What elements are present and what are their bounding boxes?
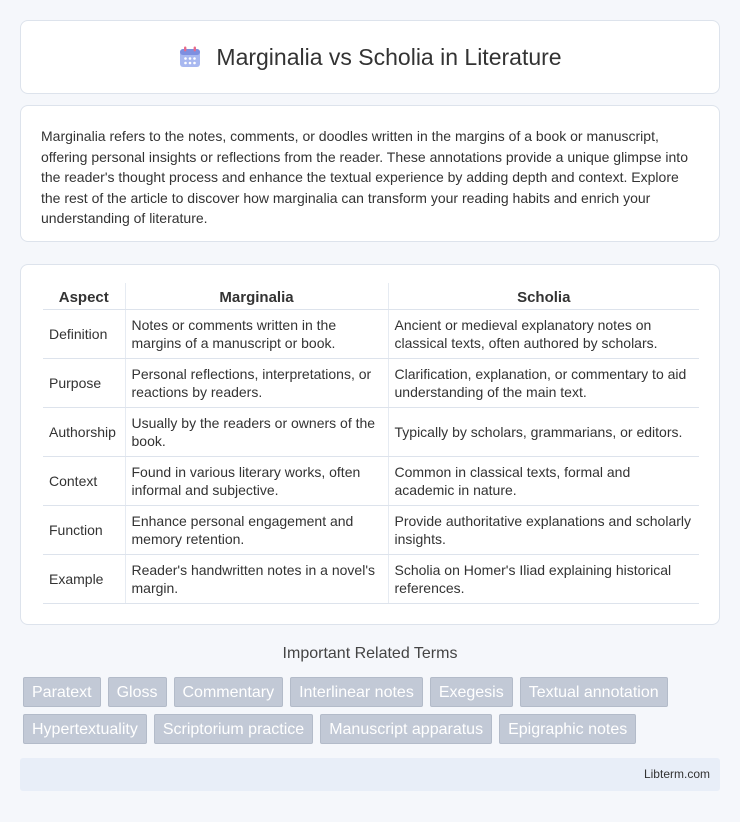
table-row xyxy=(43,407,699,456)
tag-textual-annotation[interactable]: Textual annotation xyxy=(520,677,668,707)
title-card xyxy=(20,20,720,94)
row-aspect: Function xyxy=(43,505,125,554)
footer-site-link[interactable]: Libterm.com xyxy=(643,767,710,781)
row-marginalia: Enhance personal engagement and memory retention. xyxy=(125,505,388,554)
row-scholia: Common in classical texts, formal and academic in nature. xyxy=(388,456,699,505)
comparison-table xyxy=(43,283,699,604)
row-scholia: Typically by scholars, grammarians, or editors. xyxy=(388,407,699,456)
tag-hypertextuality[interactable]: Hypertextuality xyxy=(23,714,147,744)
row-marginalia: Usually by the readers or owners of the book. xyxy=(125,407,388,456)
row-aspect: Purpose xyxy=(43,358,125,407)
intro-card xyxy=(20,105,720,242)
tag-scriptorium-practice[interactable]: Scriptorium practice xyxy=(154,714,313,744)
tag-interlinear-notes[interactable]: Interlinear notes xyxy=(290,677,423,707)
tag-paratext[interactable]: Paratext xyxy=(23,677,101,707)
row-scholia: Scholia on Homer's Iliad explaining historical references. xyxy=(388,554,699,603)
table-header-row xyxy=(43,283,699,309)
footer xyxy=(20,758,720,791)
comparison-card xyxy=(20,264,720,625)
row-marginalia: Reader's handwritten notes in a novel's margin. xyxy=(125,554,388,603)
related-terms-title: Important Related Terms xyxy=(282,645,458,662)
header-scholia: Scholia xyxy=(388,283,699,309)
tag-epigraphic-notes[interactable]: Epigraphic notes xyxy=(499,714,636,744)
row-aspect: Authorship xyxy=(43,407,125,456)
tag-manuscript-apparatus[interactable]: Manuscript apparatus xyxy=(320,714,492,744)
table-row xyxy=(43,456,699,505)
table-row xyxy=(43,505,699,554)
intro-text: Marginalia refers to the notes, comments, or doodles written in the margins of a book or manuscript, offering personal insights or reflections from the reader. These annotations provide a unique glimpse into the reader's thought process and enhance the textual experience by adding depth and context. Explore the rest of the article to discover how marginalia can transform your reading habits and enrich your understanding of literature. xyxy=(41,128,688,226)
row-aspect: Example xyxy=(43,554,125,603)
row-marginalia: Personal reflections, interpretations, or reactions by readers. xyxy=(125,358,388,407)
row-marginalia: Notes or comments written in the margins of a manuscript or book. xyxy=(125,309,388,358)
header-aspect: Aspect xyxy=(43,283,125,309)
table-row xyxy=(43,309,699,358)
tag-exegesis[interactable]: Exegesis xyxy=(430,677,513,707)
tag-gloss[interactable]: Gloss xyxy=(108,677,167,707)
tag-commentary[interactable]: Commentary xyxy=(174,677,284,707)
row-scholia: Clarification, explanation, or commentary to aid understanding of the main text. xyxy=(388,358,699,407)
related-terms-tags xyxy=(23,677,723,744)
header-marginalia: Marginalia xyxy=(125,283,388,309)
row-aspect: Definition xyxy=(43,309,125,358)
page-title: Marginalia vs Scholia in Literature xyxy=(216,43,562,70)
row-scholia: Provide authoritative explanations and scholarly insights. xyxy=(388,505,699,554)
row-aspect: Context xyxy=(43,456,125,505)
table-row xyxy=(43,358,699,407)
row-scholia: Ancient or medieval explanatory notes on classical texts, often authored by scholars. xyxy=(388,309,699,358)
table-row xyxy=(43,554,699,603)
row-marginalia: Found in various literary works, often informal and subjective. xyxy=(125,456,388,505)
calendar-icon xyxy=(178,45,202,69)
